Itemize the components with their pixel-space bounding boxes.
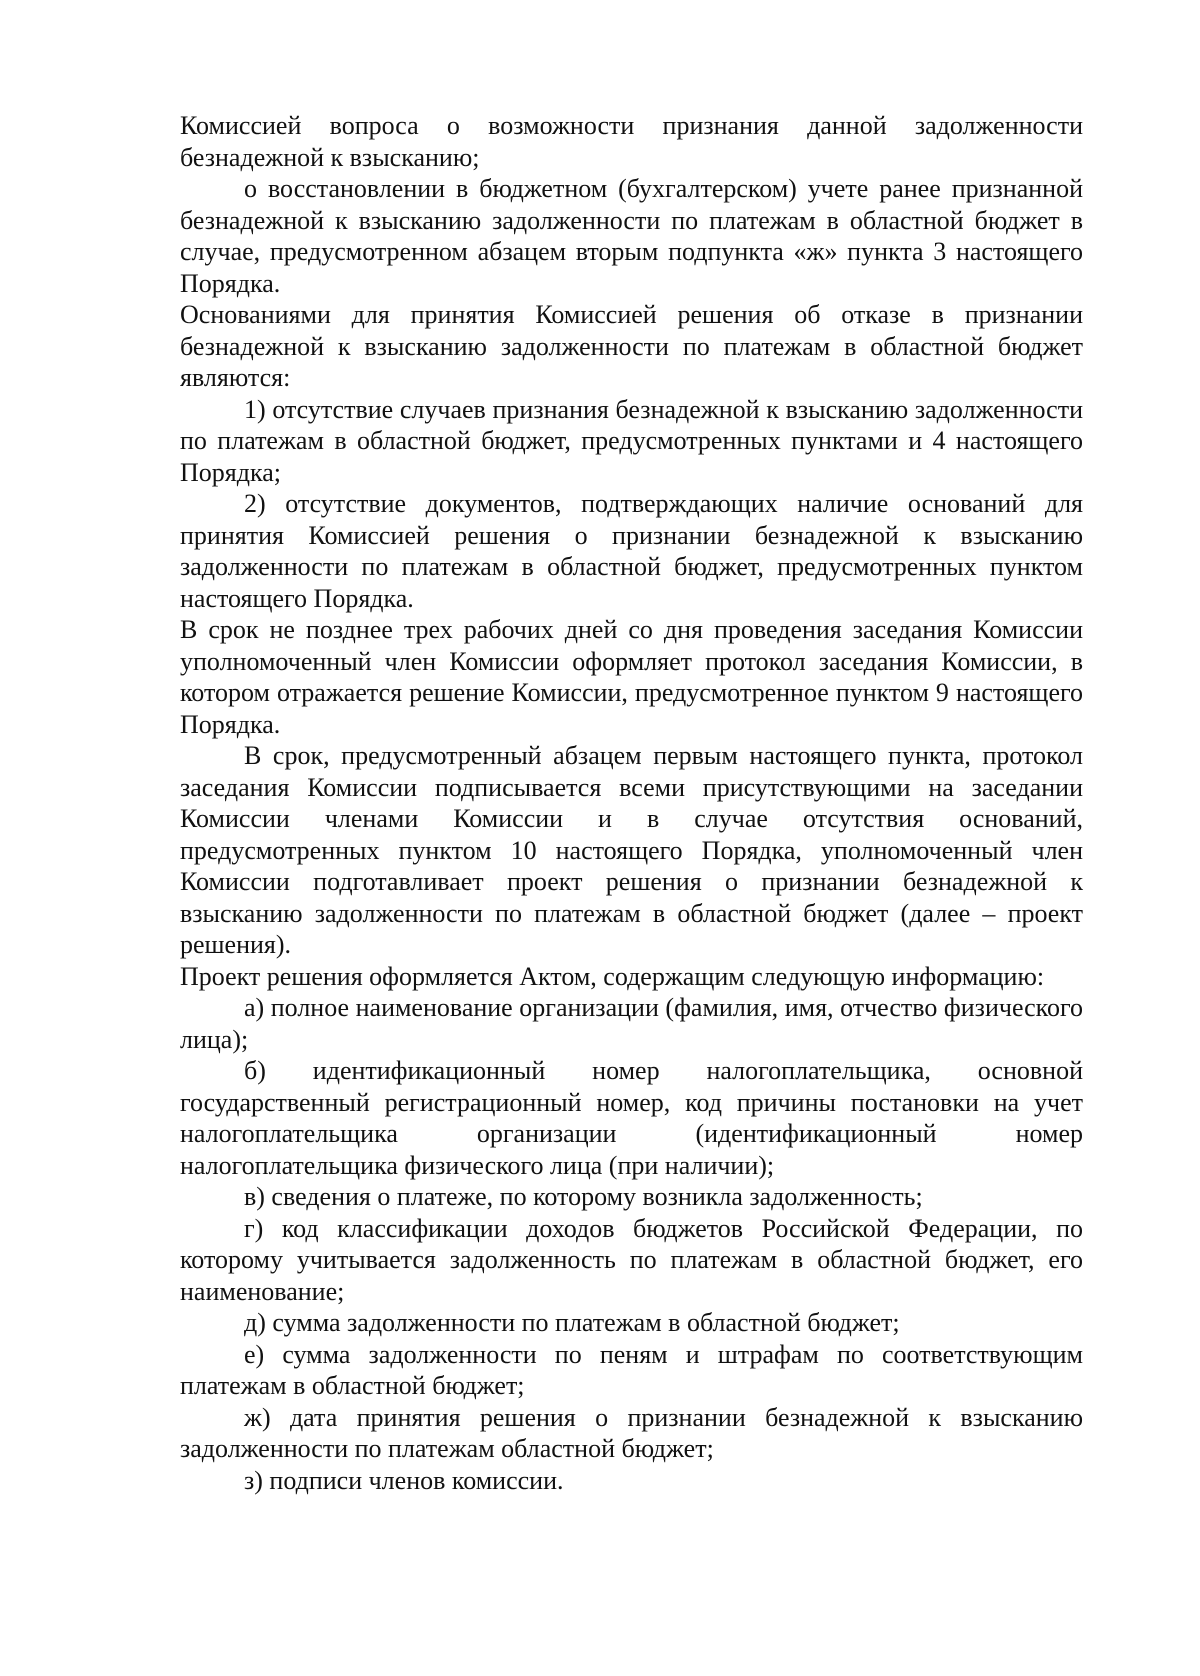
paragraph-3: Основаниями для принятия Комиссией решения об отказе в признании безнадежной к взысканию задолженности по платежам в областной бюджет являются: [180,300,1083,392]
paragraph-1: Комиссией вопроса о возможности признания данной задолженности безнадежной к взысканию; [180,111,1083,172]
list-item-a: а) полное наименование организации (фамилия, имя, отчество физического лица); [180,993,1083,1054]
list-item-d: д) сумма задолженности по платежам в областной бюджет; [244,1308,900,1337]
paragraph-2: о восстановлении в бюджетном (бухгалтерском) учете ранее признанной безнадежной к взысканию задолженности по платежам в областной бюджет в случае, предусмотренном абзацем вторым подпункта «ж» пункта 3 настоящего Порядка. [180,174,1083,298]
document-body [180,110,1083,1496]
list-item-b: б) идентификационный номер налогоплательщика, основной государственный регистрационный номер, код причины постановки на учет налогоплательщика организации (идентификационный номер налогоплательщика физического лица (при наличии); [180,1056,1083,1180]
paragraph-4: В срок не позднее трех рабочих дней со дня проведения заседания Комиссии уполномоченный член Комиссии оформляет протокол заседания Комиссии, в котором отражается решение Комиссии, предусмотренное пунктом 9 настоящего Порядка. [180,615,1083,739]
paragraph-6: Проект решения оформляется Актом, содержащим следующую информацию: [180,961,1045,991]
paragraph-5: В срок, предусмотренный абзацем первым настоящего пункта, протокол заседания Комиссии подписывается всеми присутствующими на заседании Комиссии членами Комиссии и в случае отсутствия оснований, предусмотренных пунктом 10 настоящего Порядка, уполномоченный член Комиссии подготавливает проект решения о признании безнадежной к взысканию задолженности по платежам в областной бюджет (далее – проект решения). [180,741,1083,959]
list-item-v: в) сведения о платеже, по которому возникла задолженность; [244,1182,923,1211]
list-item-g: г) код классификации доходов бюджетов Российской Федерации, по которому учитывается задолженность по платежам в областной бюджет, его наименование; [180,1213,1083,1306]
list-item-1: 1) отсутствие случаев признания безнадежной к взысканию задолженности по платежам в областной бюджет, предусмотренных пунктами и 4 настоящего Порядка; [180,394,1083,487]
list-item-2: 2) отсутствие документов, подтверждающих наличие оснований для принятия Комиссией решения о признании безнадежной к взысканию задолженности по платежам в областной бюджет, предусмотренных пунктом настоящего Порядка. [180,489,1083,613]
list-item-z: з) подписи членов комиссии. [244,1465,564,1495]
list-item-zh: ж) дата принятия решения о признании безнадежной к взысканию задолженности по платежам областной бюджет; [180,1402,1083,1463]
list-item-e: е) сумма задолженности по пеням и штрафам по соответствующим платежам в областной бюджет; [180,1339,1083,1400]
